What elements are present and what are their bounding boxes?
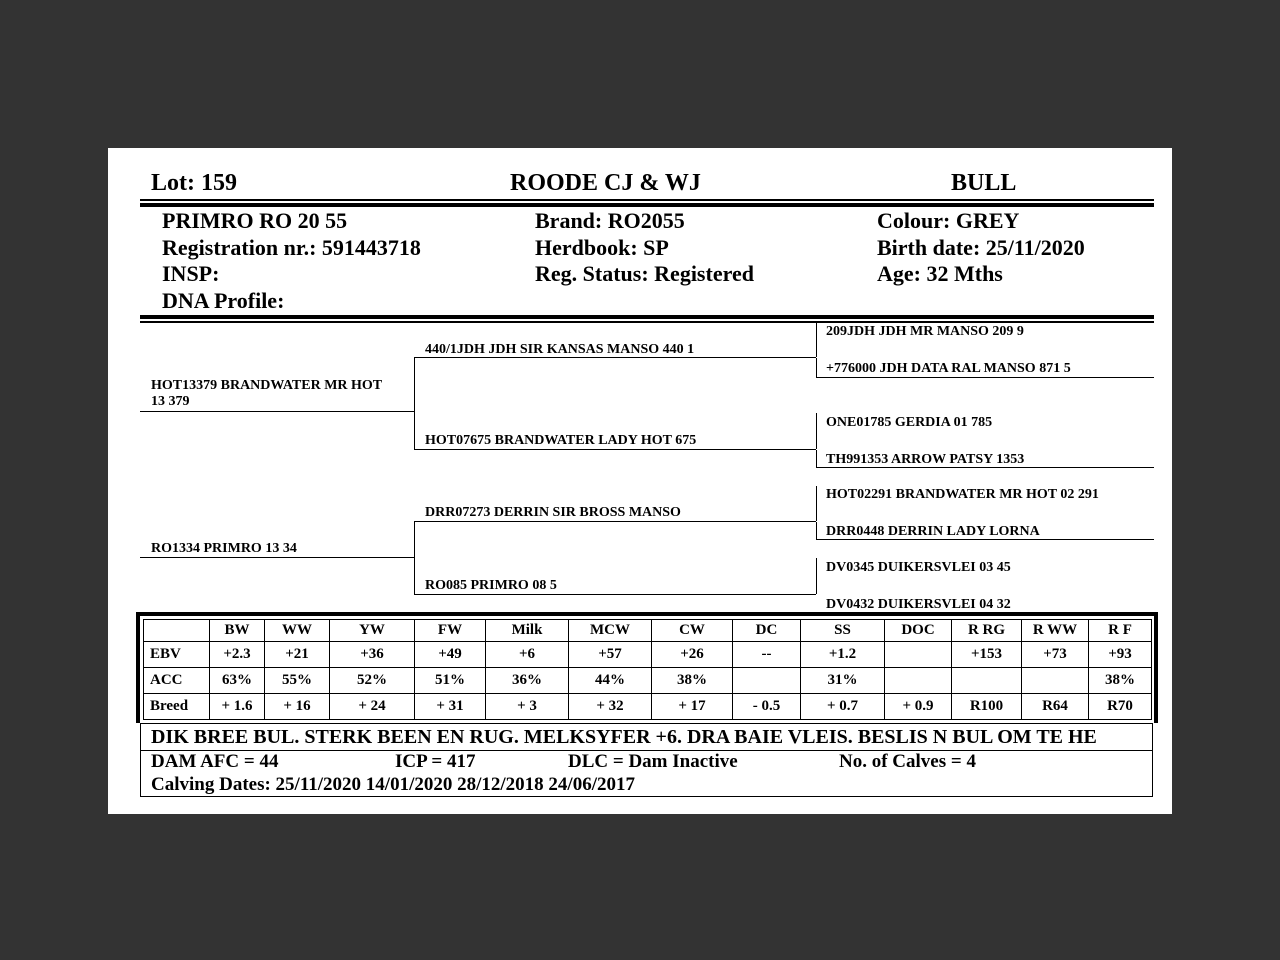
calving-dates: Calving Dates: 25/11/2020 14/01/2020 28/12/2018 24/06/2017 (151, 774, 635, 795)
pedigree-gg-7: DV0345 DUIKERSVLEI 03 45 (826, 560, 1011, 575)
pedigree-dam: RO1334 PRIMRO 13 34 (151, 541, 297, 556)
pedigree-dam-sire: DRR07273 DERRIN SIR BROSS MANSO (425, 505, 681, 520)
pedigree-bracket (816, 522, 817, 539)
dam-calves: No. of Calves = 4 (839, 751, 976, 772)
pedigree-bracket (816, 358, 817, 377)
stats-header: Milk (486, 620, 569, 642)
stats-cell (1022, 668, 1089, 694)
pedigree-sire: HOT13379 BRANDWATER MR HOT 13 379 (151, 378, 382, 409)
dam-afc: DAM AFC = 44 (151, 751, 279, 772)
pedigree-bracket (816, 323, 817, 357)
lot-number: Lot: 159 (151, 170, 237, 196)
pedigree-line (414, 594, 816, 595)
title-rule-thick (140, 203, 1154, 207)
stats-header: DOC (885, 620, 952, 642)
stats-cell: + 0.9 (885, 694, 952, 720)
stats-cell (733, 668, 801, 694)
stats-cell: + 1.6 (210, 694, 265, 720)
stats-header: R WW (1022, 620, 1089, 642)
pedigree-line (414, 357, 816, 358)
stats-cell: 38% (1089, 668, 1152, 694)
pedigree-gg-1: 209JDH JDH MR MANSO 209 9 (826, 324, 1024, 339)
stats-header-row (144, 620, 1152, 642)
pedigree-bracket (816, 558, 817, 594)
comment-text: DIK BREE BUL. STERK BEEN EN RUG. MELKSYFER +6. DRA BAIE VLEIS. BESLIS N BUL OM TE HE (140, 723, 1153, 751)
birth-date: Birth date: 25/11/2020 (877, 234, 1085, 260)
stats-header: WW (265, 620, 330, 642)
animal-name: PRIMRO RO 20 55 (162, 208, 348, 233)
pedigree-gg-6: DRR0448 DERRIN LADY LORNA (826, 524, 1040, 539)
stats-cell: 55% (265, 668, 330, 694)
animal-info-left (162, 208, 421, 314)
animal-info-middle (535, 208, 754, 288)
stats-cell: + 0.7 (801, 694, 885, 720)
title-rule (140, 199, 1154, 201)
stats-row-acc (144, 668, 1152, 694)
dna-profile-label: DNA Profile: (162, 287, 285, 313)
stats-cell: +21 (265, 642, 330, 668)
pedigree-line (140, 411, 414, 412)
stats-cell: + 24 (330, 694, 415, 720)
pedigree-dam-dam: RO085 PRIMRO 08 5 (425, 578, 557, 593)
stats-row-label: EBV (144, 642, 210, 668)
stats-cell: +153 (952, 642, 1022, 668)
stats-cell: 44% (569, 668, 652, 694)
stats-top-rule (136, 612, 1158, 616)
stats-cell: + 32 (569, 694, 652, 720)
pedigree-bracket (816, 413, 817, 449)
stats-cell: 36% (486, 668, 569, 694)
stats-header: BW (210, 620, 265, 642)
stats-cell (952, 668, 1022, 694)
stats-cell: 52% (330, 668, 415, 694)
stats-header: FW (415, 620, 486, 642)
pedigree-bracket (816, 450, 817, 467)
stats-header: DC (733, 620, 801, 642)
pedigree-sire-dam: HOT07675 BRANDWATER LADY HOT 675 (425, 433, 697, 448)
pedigree-gg-8: DV0432 DUIKERSVLEI 04 32 (826, 597, 1011, 612)
pedigree-bracket (414, 521, 415, 595)
pedigree-line (414, 449, 816, 450)
pedigree-gg-3: ONE01785 GERDIA 01 785 (826, 415, 993, 430)
pedigree-line (414, 521, 816, 522)
stats-cell: 51% (415, 668, 486, 694)
stats-cell: +6 (486, 642, 569, 668)
dam-info-box (140, 750, 1153, 797)
stats-cell: +1.2 (801, 642, 885, 668)
stats-header: CW (652, 620, 733, 642)
pedigree-bracket (414, 357, 415, 450)
stats-cell: - 0.5 (733, 694, 801, 720)
pedigree-sire-sire: 440/1JDH JDH SIR KANSAS MANSO 440 1 (425, 342, 695, 357)
info-rule (140, 321, 1154, 323)
stats-cell: + 16 (265, 694, 330, 720)
stats-cell (885, 642, 952, 668)
stats-cell: +73 (1022, 642, 1089, 668)
stats-row-label: ACC (144, 668, 210, 694)
stats-row-breed (144, 694, 1152, 720)
stats-cell: + 31 (415, 694, 486, 720)
pedigree-line (140, 557, 414, 558)
pedigree-bracket (816, 486, 817, 521)
stats-header: R F (1089, 620, 1152, 642)
colour: Colour: GREY (877, 208, 1020, 233)
stats-cell: 63% (210, 668, 265, 694)
stats-right-rule (1154, 612, 1158, 723)
stats-cell (885, 668, 952, 694)
stats-cell: +93 (1089, 642, 1152, 668)
stats-cell: +49 (415, 642, 486, 668)
insp-label: INSP: (162, 261, 220, 286)
stats-cell: 31% (801, 668, 885, 694)
stats-cell: +26 (652, 642, 733, 668)
animal-sex: BULL (951, 170, 1017, 196)
pedigree-gg-2: +776000 JDH DATA RAL MANSO 871 5 (826, 361, 1071, 376)
stats-left-rule (136, 612, 140, 723)
dam-dlc: DLC = Dam Inactive (568, 751, 738, 772)
brand: Brand: RO2055 (535, 208, 685, 233)
stats-cell: + 3 (486, 694, 569, 720)
stats-cell: 38% (652, 668, 733, 694)
stats-table (143, 619, 1152, 720)
age: Age: 32 Mths (877, 261, 1003, 286)
stats-row-label: Breed (144, 694, 210, 720)
stats-cell: +2.3 (210, 642, 265, 668)
stats-header: MCW (569, 620, 652, 642)
stats-header: SS (801, 620, 885, 642)
animal-info-right (877, 208, 1085, 288)
pedigree-gg-5: HOT02291 BRANDWATER MR HOT 02 291 (826, 487, 1099, 502)
stats-cell: R100 (952, 694, 1022, 720)
stats-cell: +57 (569, 642, 652, 668)
registration-status: Reg. Status: Registered (535, 261, 754, 286)
stats-cell: R70 (1089, 694, 1152, 720)
herdbook: Herdbook: SP (535, 234, 669, 260)
stats-cell: -- (733, 642, 801, 668)
pedigree-gg-4: TH991353 ARROW PATSY 1353 (826, 452, 1025, 467)
stats-row-ebv (144, 642, 1152, 668)
stats-cell: + 17 (652, 694, 733, 720)
stats-header: YW (330, 620, 415, 642)
stats-cell: +36 (330, 642, 415, 668)
registration-number: Registration nr.: 591443718 (162, 234, 421, 260)
stats-header (144, 620, 210, 642)
breeder-name: ROODE CJ & WJ (510, 170, 701, 196)
info-rule-thick (140, 315, 1154, 319)
stats-cell: R64 (1022, 694, 1089, 720)
lot-card (108, 148, 1172, 814)
dam-icp: ICP = 417 (395, 751, 476, 772)
pedigree-line (816, 377, 1154, 378)
stats-header: R RG (952, 620, 1022, 642)
